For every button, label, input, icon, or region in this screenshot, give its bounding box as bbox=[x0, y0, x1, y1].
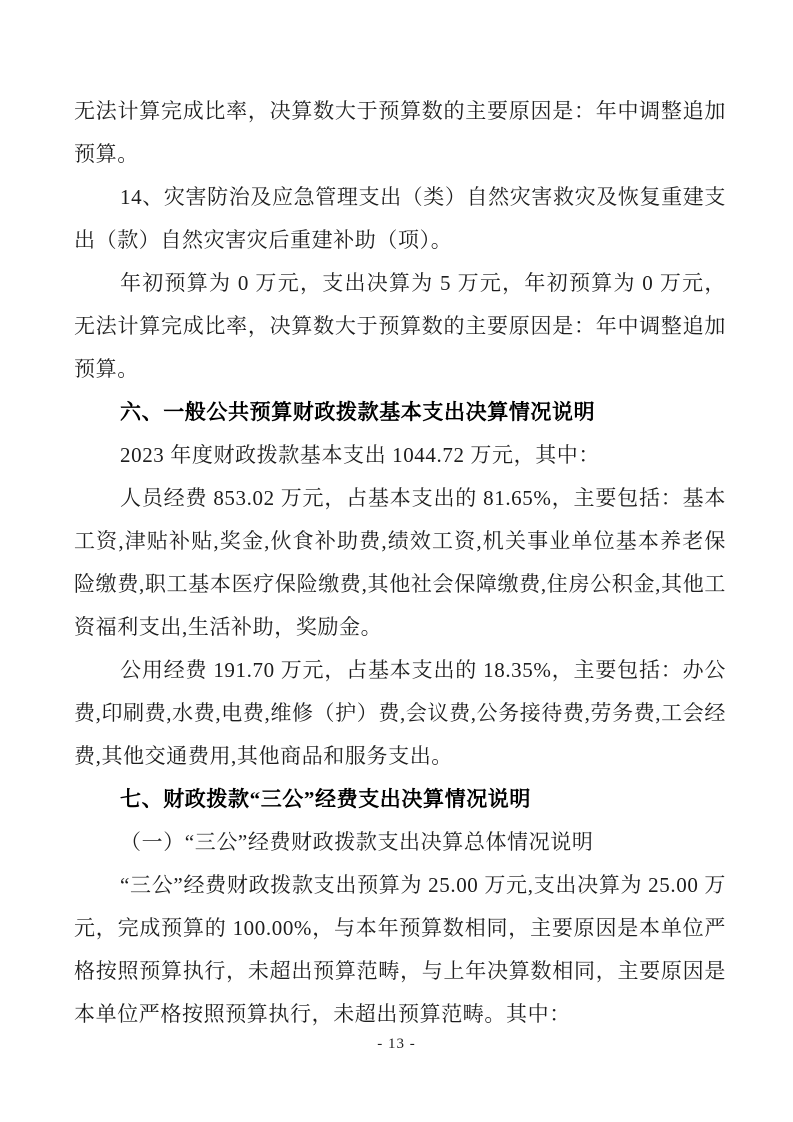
section-heading-seven: 七、财政拨款“三公”经费支出决算情况说明 bbox=[120, 787, 531, 811]
paragraph-continuation: 无法计算完成比率，决算数大于预算数的主要原因是：年中调整追加预算。 bbox=[74, 99, 726, 166]
paragraph-personnel-funds: 人员经费 853.02 万元，占基本支出的 81.65%，主要包括：基本工资,津贴补贴,奖金,伙食补助费,绩效工资,机关事业单位基本养老保险缴费,职工基本医疗保险缴费,其他社会保障缴费,住房公积金,其他工资福利支出,生活补助，奖励金。 bbox=[74, 486, 726, 639]
section-heading-six: 六、一般公共预算财政拨款基本支出决算情况说明 bbox=[120, 400, 596, 424]
paragraph-public-funds: 公用经费 191.70 万元，占基本支出的 18.35%，主要包括：办公费,印刷费,水费,电费,维修（护）费,会议费,公务接待费,劳务费,工会经费,其他交通费用,其他商品和服务支出。 bbox=[74, 658, 726, 768]
paragraph-item-14: 14、灾害防治及应急管理支出（类）自然灾害救灾及恢复重建支出（款）自然灾害灾后重建补助（项）。 bbox=[74, 185, 726, 252]
paragraph-item-14-detail: 年初预算为 0 万元，支出决算为 5 万元，年初预算为 0 万元，无法计算完成比率，决算数大于预算数的主要原因是：年中调整追加预算。 bbox=[74, 271, 726, 381]
paragraph-basic-expenditure-total: 2023 年度财政拨款基本支出 1044.72 万元，其中： bbox=[120, 443, 600, 467]
document-content bbox=[74, 90, 726, 1036]
paragraph-subsection-one-title: （一）“三公”经费财政拨款支出决算总体情况说明 bbox=[120, 830, 594, 854]
paragraph-three-public-summary: “三公”经费财政拨款支出预算为 25.00 万元,支出决算为 25.00 万元，完成预算的 100.00%，与本年预算数相同，主要原因是本单位严格按照预算执行，未超出预算范畴，与上年决算数相同，主要原因是本单位严格按照预算执行，未超出预算范畴。其中： bbox=[74, 873, 726, 1026]
page-number: - 13 - bbox=[377, 1036, 416, 1052]
